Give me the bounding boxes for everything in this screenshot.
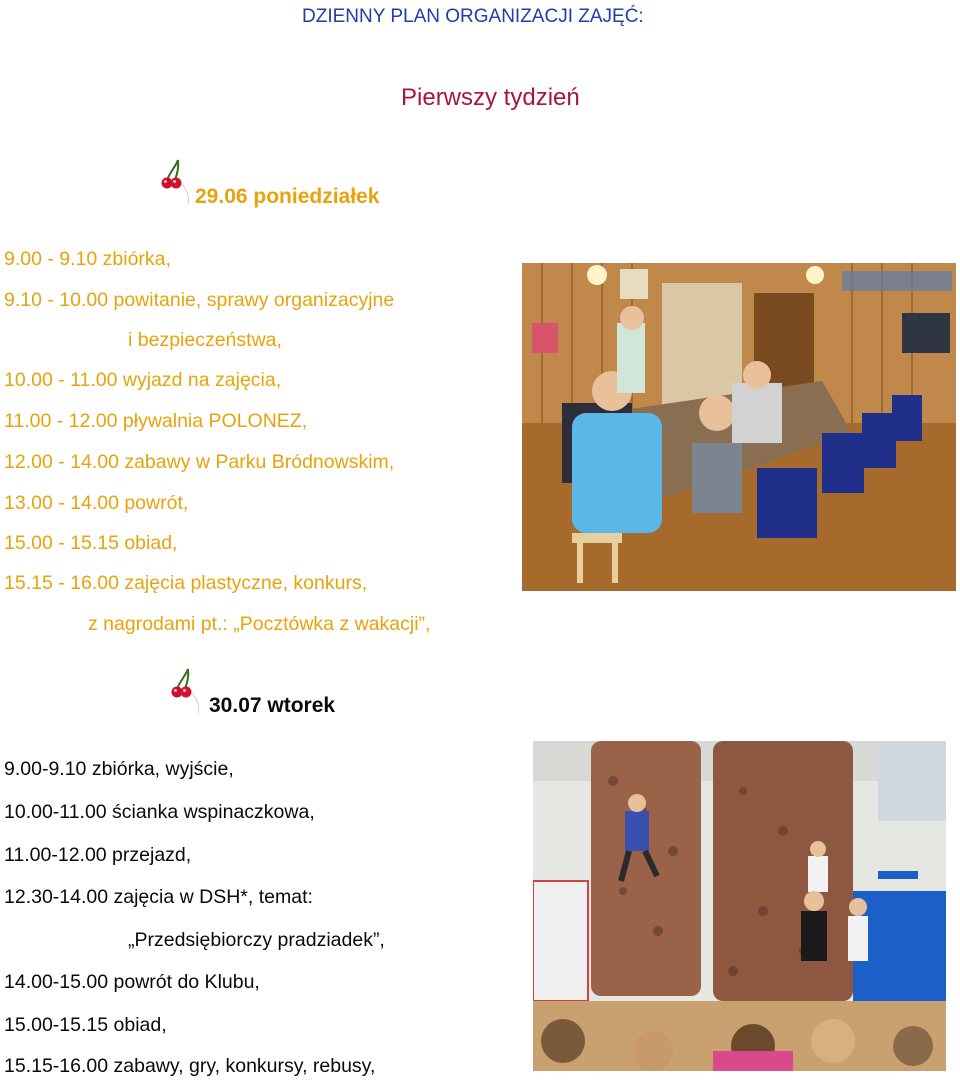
climbing-wall-photo — [533, 741, 946, 1071]
schedule-item: 9.00 - 9.10 zbiórka, — [4, 248, 171, 270]
schedule-item: 13.00 - 14.00 powrót, — [4, 492, 189, 514]
day-title-tuesday: 30.07 wtorek — [209, 694, 336, 717]
schedule-item: 12.30-14.00 zajęcia w DSH*, temat: — [4, 886, 313, 908]
schedule-item: 12.00 - 14.00 zabawy w Parku Bródnowskim, — [4, 451, 395, 473]
schedule-item: 10.00-11.00 ścianka wspinaczkowa, — [4, 801, 315, 823]
schedule-item: 9.00-9.10 zbiórka, wyjście, — [4, 758, 234, 780]
classroom-photo — [522, 263, 956, 591]
schedule-item: 15.00-15.15 obiad, — [4, 1014, 167, 1036]
schedule-item: 9.10 - 10.00 powitanie, sprawy organizacyjne — [4, 289, 395, 311]
schedule-item: 15.15 - 16.00 zajęcia plastyczne, konkurs, — [4, 572, 368, 594]
week-title: Pierwszy tydzień — [401, 84, 580, 111]
schedule-item: 14.00-15.00 powrót do Klubu, — [4, 971, 260, 993]
schedule-item: 15.00 - 15.15 obiad, — [4, 532, 178, 554]
cherry-icon — [168, 667, 212, 715]
schedule-item: 11.00-12.00 przejazd, — [4, 844, 192, 866]
page-header: DZIENNY PLAN ORGANIZACJI ZAJĘĆ: — [302, 6, 644, 27]
schedule-item: 11.00 - 12.00 pływalnia POLONEZ, — [4, 410, 308, 432]
day-title-monday: 29.06 poniedziałek — [195, 185, 380, 208]
schedule-item: z nagrodami pt.: „Pocztówka z wakacji”, — [88, 613, 431, 635]
schedule-item: i bezpieczeństwa, — [128, 329, 282, 351]
schedule-item: 10.00 - 11.00 wyjazd na zajęcia, — [4, 369, 282, 391]
schedule-item: 15.15-16.00 zabawy, gry, konkursy, rebusy, — [4, 1055, 376, 1077]
schedule-item: „Przedsiębiorczy pradziadek”, — [128, 929, 385, 951]
